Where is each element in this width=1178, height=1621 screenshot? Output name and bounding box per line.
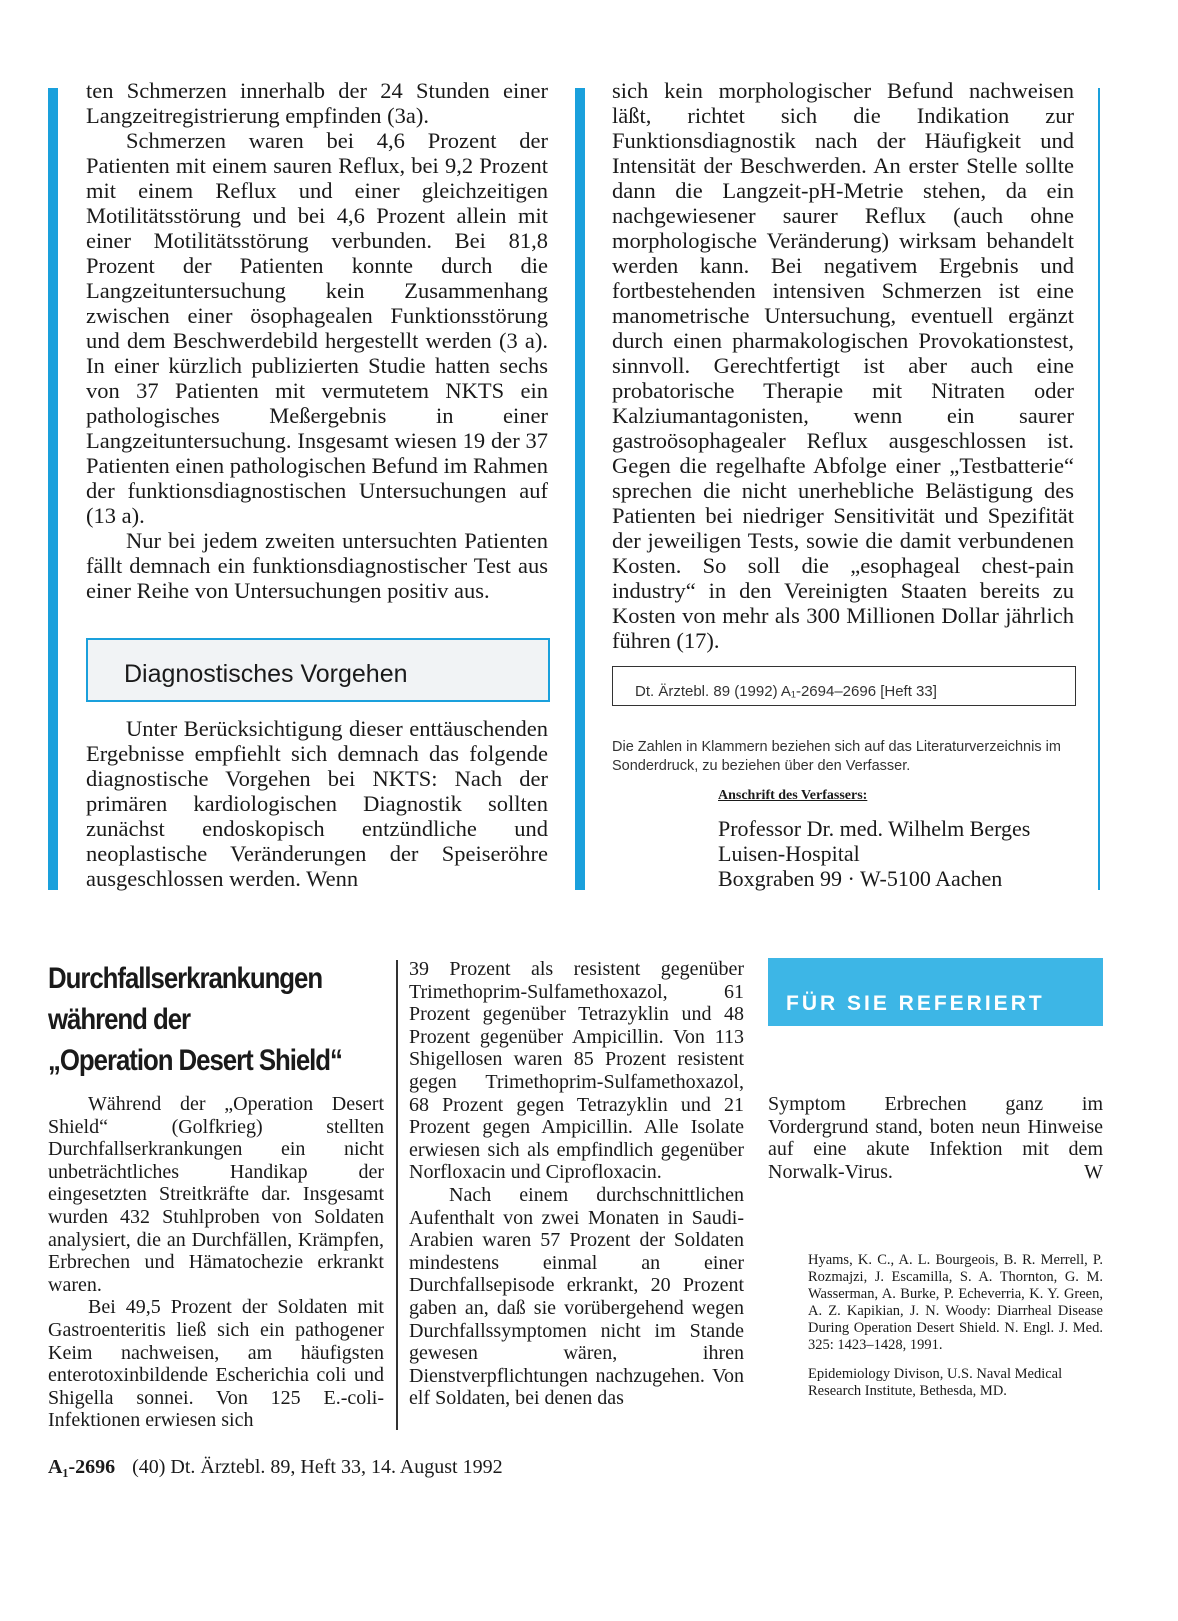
news-headline — [48, 958, 392, 1081]
referiert-label: FÜR SIE REFERIERT — [786, 992, 1045, 1015]
section-heading-box — [86, 638, 550, 702]
column-divider — [396, 960, 398, 1430]
paragraph: ten Schmerzen innerhalb der 24 Stunden einer Langzeitregistrierung empfinden (3a). — [86, 78, 548, 128]
news-column-3 — [768, 1093, 1103, 1183]
paragraph: Bei 49,5 Prozent der Soldaten mit Gastroenteritis ließ sich ein pathogener Keim nachweisen, am häufigsten enterotoxinbildende Escherichia coli und Shigella sonnei. Von 125 E.-coli-Infektionen erwiesen sich — [48, 1296, 384, 1432]
literature-note: Die Zahlen in Klammern beziehen sich auf das Literaturverzeichnis im Sonderdruck, zu beziehen über den Verfasser. — [612, 739, 1061, 774]
middle-accent-bar — [575, 88, 585, 890]
address-label: Anschrift des Verfassers: — [718, 788, 868, 803]
affiliation-text: Epidemiology Divison, U.S. Naval Medical Research Institute, Bethesda, MD. — [808, 1366, 1063, 1399]
news-column-1 — [48, 1093, 384, 1432]
citation-text: Dt. Ärztebl. 89 (1992) A₁-2694–2696 [Heft 33] — [635, 683, 937, 700]
headline-line: während der — [48, 1003, 191, 1036]
paragraph: Schmerzen waren bei 4,6 Prozent der Patienten mit einem sauren Reflux, bei 9,2 Prozent mit einem Reflux und einer gleichzeitigen Motilitätsstörung und bei 4,6 Prozent allein mit einer Motilitätsstörung verbunden. Bei 81,8 Prozent der Patienten konnte durch die Langzeituntersuchung kein Zusammenhang zwischen einer ösophagealen Funktionsstörung und dem Beschwerdebild hergestellt werden (3 a). In einer kürzlich publizierten Studie hatten sechs von 37 Patienten mit vermutetem NKTS ein pathologisches Meßergebnis in einer Langzeituntersuchung. Insgesamt wiesen 19 der 37 Patienten einen pathologischen Befund im Rahmen der funktionsdiagnostischen Untersuchungen auf (13 a). — [86, 128, 548, 528]
article-left-column — [86, 78, 548, 603]
headline-line: „Operation Desert Shield“ — [48, 1044, 342, 1077]
news-column-2 — [409, 958, 744, 1410]
author-address — [718, 816, 1098, 891]
paragraph: Während der „Operation Desert Shield“ (Golfkrieg) stellten Durchfallserkrankungen ein nicht unbeträchtliches Handikap der eingesetzten Streitkräfte dar. Insgesamt wurden 432 Stuhlproben von Soldaten analysiert, die an Durchfällen, Krämpfen, Erbrechen und Hämatochezie erkrankt waren. — [48, 1093, 384, 1296]
address-line: Boxgraben 99 · W-5100 Aachen — [718, 866, 1003, 891]
headline-line: Durchfallserkrankungen — [48, 962, 323, 995]
left-accent-bar — [48, 88, 58, 890]
reference-block — [808, 1252, 1103, 1400]
paragraph: Nur bei jedem zweiten untersuchten Patienten fällt demnach ein funktionsdiagnostischer Test aus einer Reihe von Untersuchungen positiv aus. — [86, 528, 548, 603]
page-footer — [48, 1456, 503, 1479]
right-accent-line — [1098, 88, 1100, 890]
author-initial: W — [1084, 1160, 1103, 1183]
referiert-banner — [768, 958, 1103, 1026]
page-code: A₁-2696 — [48, 1456, 116, 1478]
paragraph: Nach einem durchschnittlichen Aufenthalt von zwei Monaten in Saudi-Arabien waren 57 Prozent der Soldaten mindestens einmal an einer Durchfallsepisode erkrankt, 20 Prozent gaben an, daß sie vorübergehend wegen Durchfallssymptomen nicht im Stande gewesen wären, ihren Dienstverpflichtungen nachzugehen. Von elf Soldaten, bei denen das — [409, 1183, 744, 1410]
citation-box — [612, 666, 1076, 706]
issue-info: (40) Dt. Ärztebl. 89, Heft 33, 14. August 1992 — [132, 1456, 503, 1478]
article-right-column — [612, 78, 1074, 653]
address-line: Luisen-Hospital — [718, 841, 860, 866]
reference-text: Hyams, K. C., A. L. Bourgeois, B. R. Merrell, P. Rozmajzi, J. Escamilla, S. A. Thornton, G. M. Wasserman, A. Burke, P. Echeverria, K. Y. Green, A. Z. Kapikian, J. N. Woody: Diarrheal Disease During Operation Desert Shield. N. Engl. J. Med. 325: 1423–1428, 1991. — [808, 1252, 1103, 1353]
article-left-column-continued — [86, 716, 548, 891]
paragraph: Unter Berücksichtigung dieser enttäuschenden Ergebnisse empfiehlt sich demnach das folgende diagnostische Vorgehen bei NKTS: Nach der primären kardiologischen Diagnostik sollten zunächst endoskopisch entzündliche und neoplastische Veränderungen der Speiseröhre ausgeschlossen werden. Wenn — [86, 716, 548, 891]
paragraph: sich kein morphologischer Befund nachweisen läßt, richtet sich die Indikation zur Funktionsdiagnostik nach der Häufigkeit und Intensität der Beschwerden. An erster Stelle sollte dann die Langzeit-pH-Metrie stehen, da ein nachgewiesener saurer Reflux (auch ohne morphologische Veränderung) wirksam behandelt werden kann. Bei negativem Ergebnis und fortbestehenden intensiven Schmerzen ist eine manometrische Untersuchung, eventuell ergänzt durch einen pharmakologischen Provokationstest, sinnvoll. Gerechtfertigt ist aber auch eine probatorische Therapie mit Nitraten oder Kalziumantagonisten, wenn ein saurer gastroösophagealer Reflux ausgeschlossen ist. Gegen die regelhafte Abfolge einer „Testbatterie“ sprechen die nicht unerhebliche Belästigung des Patienten bei niedriger Sensitivität und Spezifität der jeweiligen Tests, sowie die damit verbundenen Kosten. So soll die „esophageal chest-pain industry“ in den Vereinigten Staaten bereits zu Kosten von mehr als 300 Millionen Dollar jährlich führen (17). — [612, 78, 1074, 653]
paragraph-text: Symptom Erbrechen ganz im Vordergrund stand, boten neun Hinweise auf eine akute Infektion mit dem Norwalk-Virus. — [768, 1093, 1103, 1183]
address-line: Professor Dr. med. Wilhelm Berges — [718, 816, 1031, 841]
section-heading: Diagnostisches Vorgehen — [124, 660, 408, 688]
paragraph — [768, 1093, 1103, 1183]
paragraph: 39 Prozent als resistent gegenüber Trimethoprim-Sulfamethoxazol, 61 Prozent gegenüber Tetrazyklin und 48 Prozent gegenüber Ampicillin. Von 113 Shigellosen waren 85 Prozent resistent gegen Trimethoprim-Sulfamethoxazol, 68 Prozent gegen Tetrazyklin und 21 Prozent gegen Ampicillin. Alle Isolate erwiesen sich als empfindlich gegenüber Norfloxacin und Ciprofloxacin. — [409, 958, 744, 1184]
